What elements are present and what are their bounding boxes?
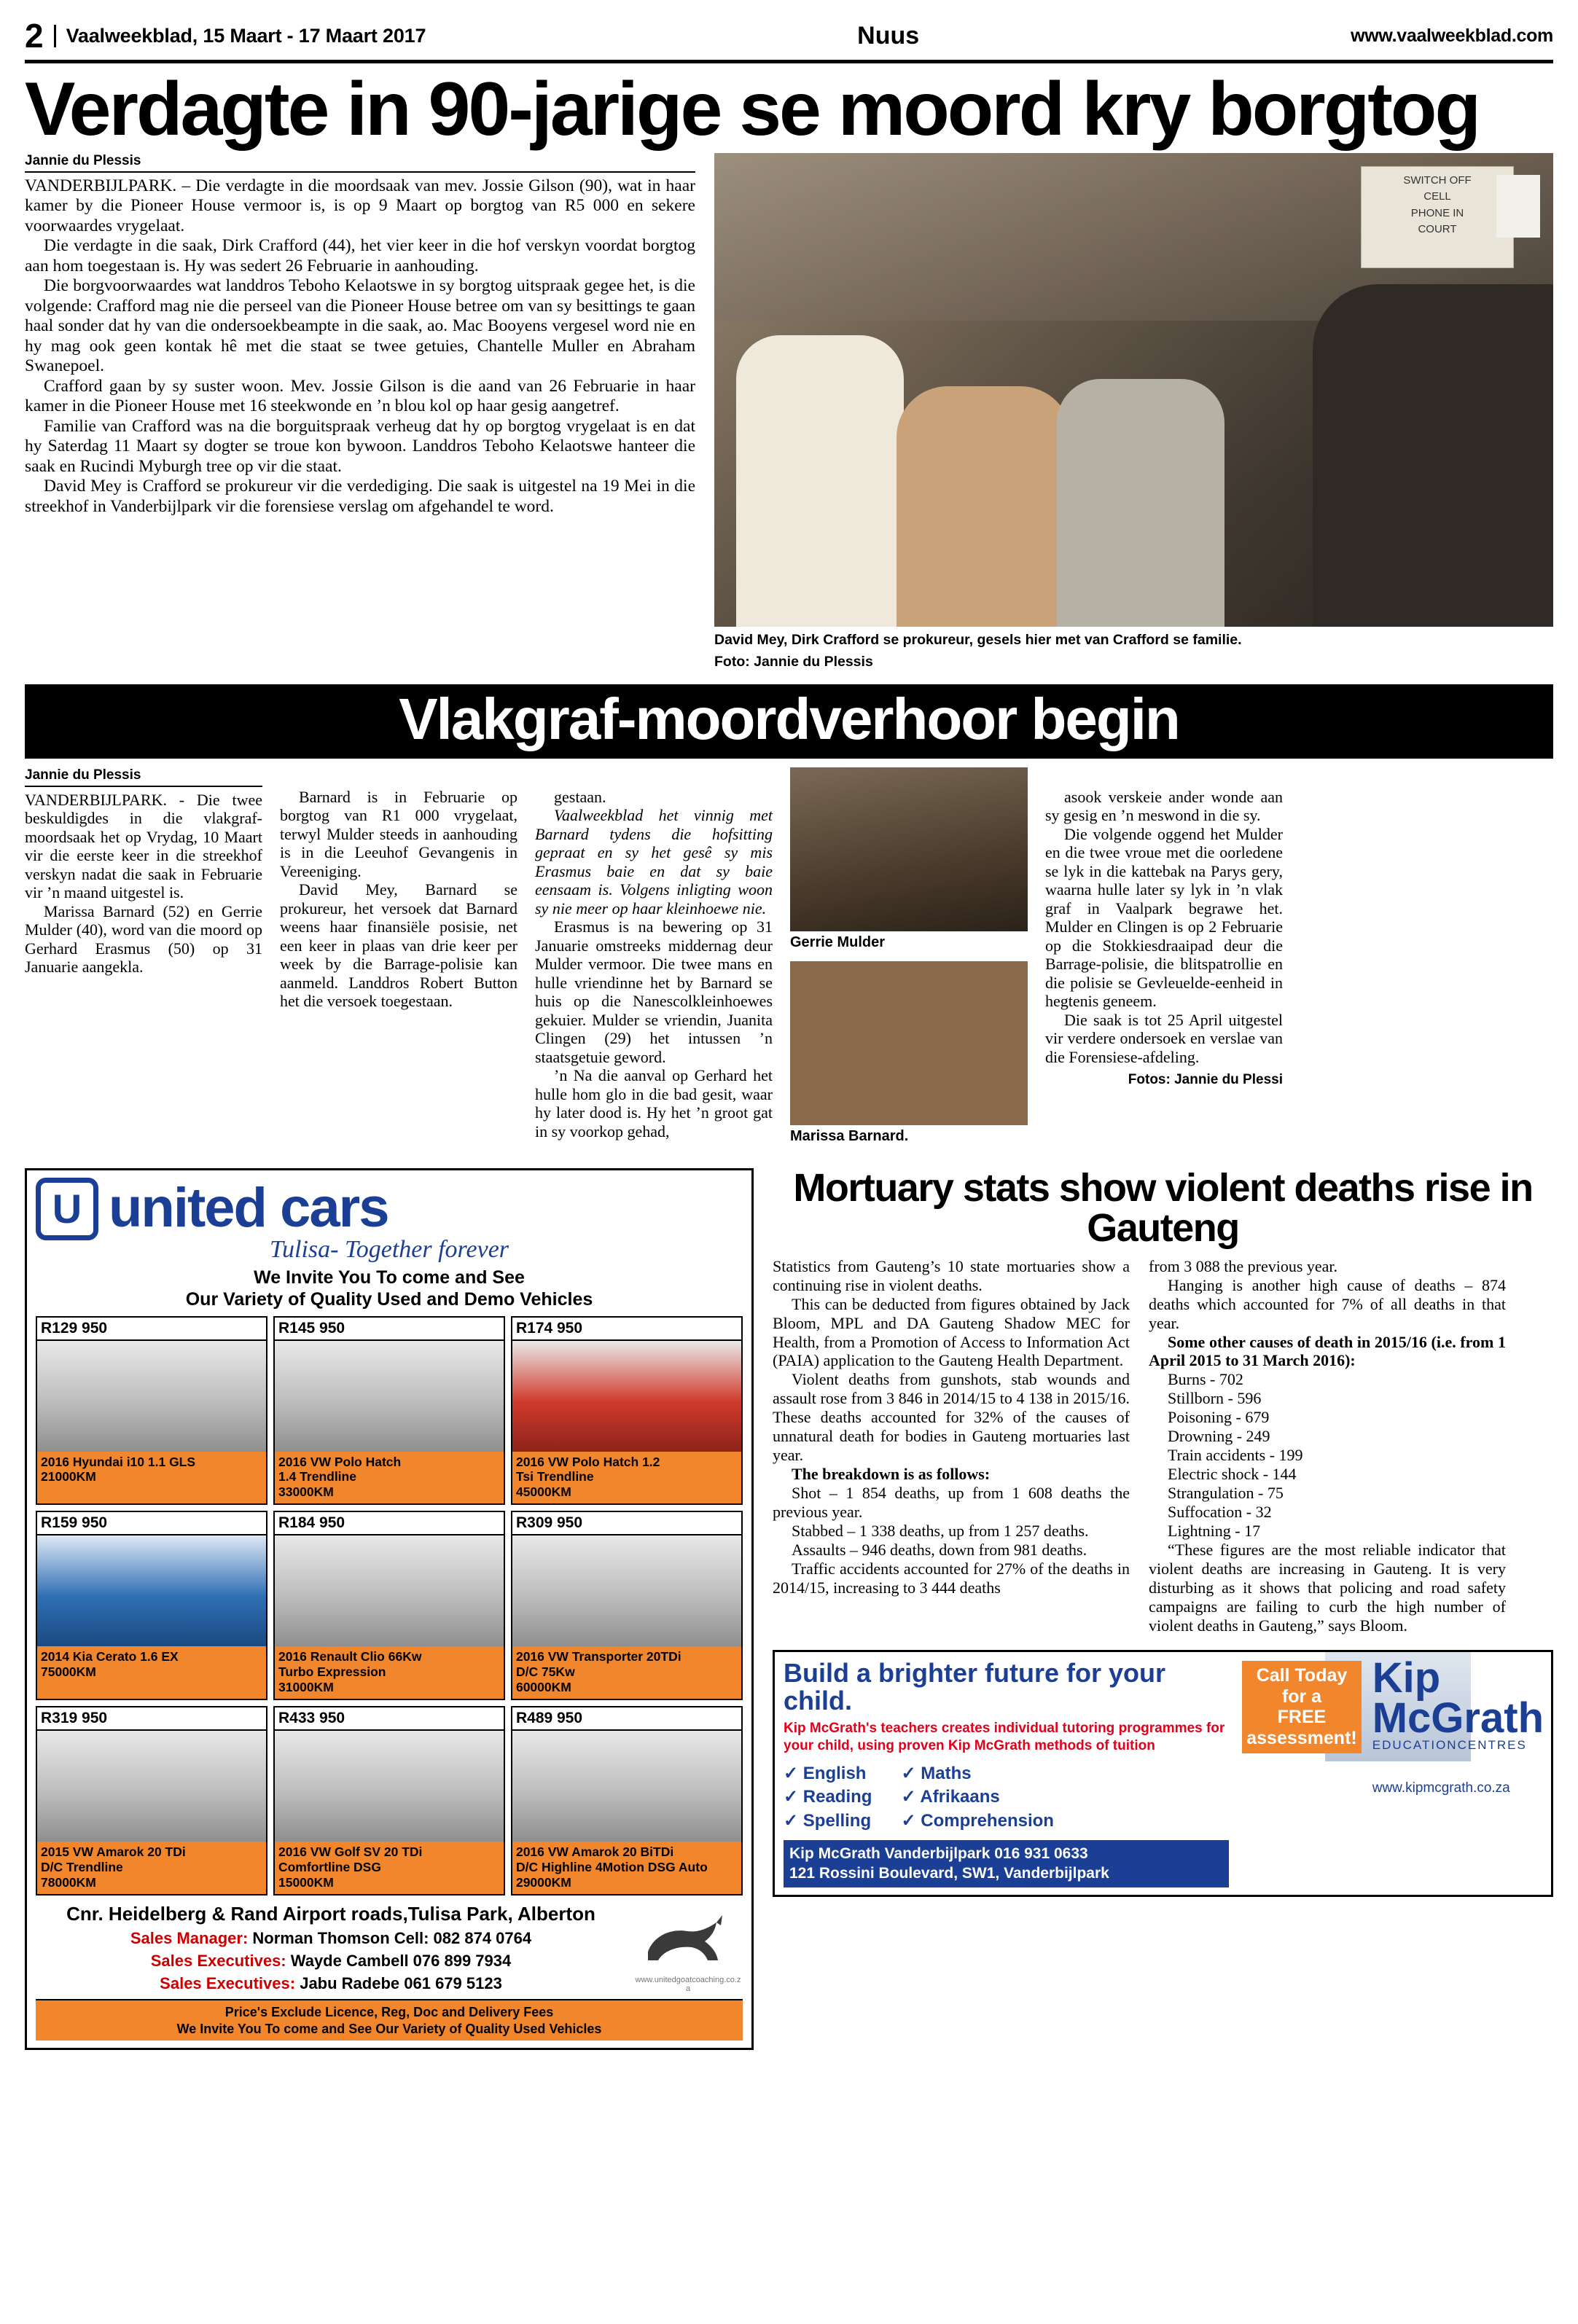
story2-col-3 [535, 767, 773, 1152]
paragraph: asook verskeie ander wonde aan sy gesig en ’n meswond in die sy. [1045, 787, 1283, 825]
contact-value: Norman Thomson Cell: 082 874 0764 [252, 1929, 532, 1948]
kip-phone-line: Kip McGrath Vanderbijlpark 016 931 0633 [789, 1845, 1088, 1863]
car-description: 2016 Renault Clio 66Kw Turbo Expression 31000KM [278, 1649, 422, 1694]
united-cars-contact-3 [36, 1974, 626, 1993]
paragraph: Marissa Barnard (52) en Gerrie Mulder (40), word van die moord op Gerhard Erasmus (50) op 31 Januarie aangekla. [25, 901, 262, 977]
story2-banner-headline: Vlakgraf-moordverhoor begin [25, 684, 1553, 759]
contact-label: Sales Executives: [160, 1974, 296, 1993]
car-description: 2014 Kia Cerato 1.6 EX 75000KM [41, 1649, 179, 1680]
cause-item: Stillborn - 596 [1168, 1389, 1262, 1408]
story1 [25, 153, 1553, 671]
kip-subject: ✓ Afrikaans [901, 1787, 1000, 1807]
car-photo [275, 1535, 504, 1646]
website-url: www.vaalweekblad.com [1351, 25, 1553, 46]
kip-subjects-right [901, 1762, 1053, 1833]
car-listing[interactable] [511, 1316, 743, 1506]
car-description: 2015 VW Amarok 20 TDi D/C Trendline 78000KM [41, 1844, 186, 1890]
story3-col-2 [1149, 1257, 1506, 1635]
car-price: R309 950 [512, 1512, 741, 1535]
paragraph: VANDERBIJLPARK. - Die twee beskuldigdes in die vlakgraf-moordsaak het op Vrydag, 10 Maart vir die eerste keer in die streekhof verskyn nadat die saak in Februarie vir ’n maand uitgestel is. [25, 790, 262, 902]
united-cars-header [36, 1178, 743, 1240]
paragraph: Die saak is tot 25 April uitgestel vir verdere ondersoek en verslae van die Forensiese-afdeling. [1045, 1010, 1283, 1066]
paragraph: Die verdagte in die saak, Dirk Crafford (44), het vier keer in die hof verskyn voordat borgtog aan hom toegestaan is. Hy was sedert 26 Februarie in aanhouding. [25, 236, 695, 275]
cause-item: Strangulation - 75 [1168, 1484, 1284, 1503]
story1-headline: Verdagte in 90-jarige se moord kry borgtog [25, 67, 1479, 152]
contact-value: Wayde Cambell 076 899 7934 [290, 1952, 512, 1971]
car-price: R319 950 [37, 1707, 266, 1731]
story2-photo-credit: Fotos: Jannie du Plessi [1128, 1072, 1283, 1088]
story1-photo [714, 153, 1553, 627]
kip-logo-sub: EDUCATIONCENTRES [1372, 1737, 1527, 1752]
cause-item: Electric shock - 144 [1168, 1465, 1297, 1484]
paragraph: from 3 088 the previous year. [1149, 1256, 1338, 1275]
car-listing[interactable] [511, 1706, 743, 1895]
story2-col-4 [790, 767, 1028, 1152]
kip-subject: ✓ Reading [784, 1787, 872, 1807]
stamp-url: www.unitedgoatcoaching.co.za [635, 1976, 741, 1994]
united-cars-name: united cars [109, 1177, 388, 1240]
car-price: R184 950 [275, 1512, 504, 1535]
publication-date: Vaalweekblad, 15 Maart - 17 Maart 2017 [54, 25, 426, 47]
kip-subject-lists [784, 1762, 1229, 1833]
car-price: R145 950 [275, 1318, 504, 1341]
footer-line-1: Price's Exclude Licence, Reg, Doc and Delivery Fees [224, 2005, 554, 2020]
cta-line: for a [1281, 1686, 1322, 1707]
story3-col-1 [773, 1257, 1130, 1635]
paragraph: Traffic accidents accounted for 27% of the deaths in 2014/15, increasing to 3 444 deaths [773, 1559, 1130, 1597]
sign-line: PHONE IN [1410, 206, 1464, 219]
cause-item: Suffocation - 32 [1168, 1503, 1272, 1522]
cause-item: Poisoning - 679 [1168, 1408, 1270, 1427]
car-description: 2016 VW Amarok 20 BiTDi D/C Highline 4Motion DSG Auto 29000KM [515, 1844, 708, 1890]
united-partner-stamp [633, 1908, 743, 1993]
paragraph: Erasmus is na bewering op 31 Januarie omstreeks middernag deur Mulder vermoor. Die twee mans en hulle vriendinne het by Barnard se huis op die Nanescolkleinhoewes gekuier. Mulder se vriendin, Juanita Clingen (29) het intussen ’n staatsgetuie geword. [535, 918, 773, 1066]
paragraph: ’n Na die aanval op Gerhard het hulle hom glo in die bad gesit, waar hy later dood is. Hy het ’n groot gat in sy voorkop gehad, [535, 1066, 773, 1141]
united-cars-footer [36, 1999, 743, 2041]
kip-subject: ✓ Maths [901, 1763, 972, 1783]
car-listing[interactable] [273, 1706, 505, 1895]
photo-person-3 [1057, 379, 1224, 627]
portrait-photo-mulder [790, 767, 1028, 931]
kip-contact-bar [784, 1840, 1229, 1887]
paragraph: Violent deaths from gunshots, stab wounds and assault rose from 3 846 in 2014/15 to 4 138 in 2015/16. These deaths accounted for 32% of the causes of unnatural death for bodies in Gauteng mortuaries last year. [773, 1370, 1130, 1465]
paragraph: gestaan. [554, 787, 606, 806]
story2-col-5 [1045, 767, 1283, 1152]
cause-item: Lightning - 17 [1168, 1522, 1261, 1541]
court-sign [1361, 166, 1514, 268]
paragraph: VANDERBIJLPARK. – Die verdagte in die moordsaak van mev. Jossie Gilson (90), wat in haar kamer by die Pioneer House vermoor is, is op 9 Maart op borgtog van R5 000 en sekere voorwaardes vrygelaat. [25, 176, 695, 235]
car-listing[interactable] [273, 1316, 505, 1506]
cta-line: Call Today [1256, 1664, 1348, 1686]
kip-subject: ✓ English [784, 1763, 867, 1783]
paragraph-bold: Some other causes of death in 2015/16 (i.e. from 1 April 2015 to 31 March 2016): [1149, 1332, 1506, 1370]
contact-value: Jabu Radebe 061 679 5123 [300, 1974, 502, 1993]
united-cars-invite-line1: We Invite You To come and See [254, 1267, 525, 1288]
car-photo [37, 1731, 266, 1842]
car-description: 2016 VW Transporter 20TDi D/C 75Kw 60000KM [515, 1649, 681, 1694]
sign-paper [1496, 175, 1540, 238]
paragraph: Hanging is another high cause of deaths – 874 deaths which accounted for 7% of all deaths in that year. [1149, 1275, 1506, 1332]
story1-text-column [25, 153, 695, 671]
united-cars-contact-1 [36, 1929, 626, 1948]
kip-logo-url: www.kipmcgrath.co.za [1372, 1780, 1510, 1796]
united-cars-tagline: Tulisa- Together forever [269, 1235, 509, 1263]
story2 [25, 767, 1553, 1152]
united-cars-invite-line2: Our Variety of Quality Used and Demo Vehicles [185, 1288, 593, 1310]
kip-address-line: 121 Rossini Boulevard, SW1, Vanderbijlpark [789, 1865, 1109, 1882]
paragraph: Statistics from Gauteng’s 10 state mortuaries show a continuing rise in violent deaths. [773, 1256, 1130, 1294]
photo-person-2 [897, 386, 1071, 627]
car-listing[interactable] [36, 1706, 267, 1895]
paragraph: Stabbed – 1 338 deaths, up from 1 257 deaths. [792, 1522, 1089, 1541]
paragraph: Die borgvoorwaardes wat landdros Teboho Kelaotswe in sy borgtog uitspraak gegee het, is die volgende: Crafford mag nie die perseel van die Pioneer House betree om van sy besittings te gaan haal sonder dat hy van die ondersoekbeampte in die saak, ao. Mac Booyens vergesel word nie en hy mag ook geen kontak hê met die staat se twee getuies, Chantelle Muller en Abraham Swanepoel. [25, 276, 695, 376]
story1-photo-credit: Foto: Jannie du Plessis [714, 654, 873, 670]
photo-person-4 [1313, 284, 1553, 627]
kip-subjects-left [784, 1762, 872, 1833]
kip-subject: ✓ Comprehension [901, 1810, 1054, 1831]
car-photo [37, 1341, 266, 1452]
portrait-caption-mulder: Gerrie Mulder [790, 934, 886, 950]
cause-item: Drowning - 249 [1168, 1427, 1270, 1446]
paragraph: Shot – 1 854 deaths, up from 1 608 deaths the previous year. [773, 1484, 1130, 1522]
publication-mention: Vaalweekblad het vinnig met Barnard tydens die hofsitting gepraat en sy het gesê sy mis Erasmus baie en dat sy baie eensaam is. Volgens inligting woon sy nie meer op haar kleinhoewe nie. [535, 806, 773, 918]
masthead [25, 19, 1553, 63]
paragraph: David Mey is Crafford se prokureur vir die verdediging. Die saak is uitgestel na 19 Mei in die streekhof in Vanderbijlpark vir die forensiese verslag om afgehandel te word. [25, 477, 695, 516]
kip-call-to-action[interactable] [1242, 1661, 1362, 1753]
paragraph: This can be deducted from figures obtained by Jack Bloom, MPL and DA Gauteng Shadow MEC for Health, from a Promotion of Access to Information Act (PAIA) application to the Gauteng Health Department. [773, 1294, 1130, 1370]
paragraph: “These figures are the most reliable indicator that violent deaths are increasing in Gauteng. It is very disturbing as it shows that policing and road safety campaigns are failing to curb the high number of violent deaths in Gauteng,” says Bloom. [1149, 1541, 1506, 1635]
paragraph [535, 806, 773, 918]
kip-subject: ✓ Spelling [784, 1810, 872, 1831]
united-cars-advert[interactable] [25, 1168, 754, 2051]
car-photo [37, 1535, 266, 1646]
car-listing[interactable] [511, 1511, 743, 1700]
paragraph: Familie van Crafford was na die borguitspraak verheug dat hy op borgtog vrygelaat is en dat hy Saterdag 11 Maart sy dogter se troue kon bywoon. Landdros Teboho Kelaotswe hanteer die saak en Rucindi Myburgh tree op vir die staat. [25, 416, 695, 476]
car-description: 2016 VW Golf SV 20 TDi Comfortline DSG 15000KM [278, 1844, 423, 1890]
united-cars-logo-icon: U [36, 1178, 98, 1240]
cta-line: FREE [1277, 1707, 1327, 1728]
kip-ad-visual [1238, 1652, 1551, 1895]
page-number: 2 [25, 17, 44, 55]
sign-line: CELL [1423, 190, 1451, 203]
car-description: 2016 Hyundai i10 1.1 GLS 21000KM [41, 1454, 196, 1484]
paragraph: Assaults – 946 deaths, down from 981 deaths. [792, 1541, 1087, 1559]
car-listing-grid [36, 1316, 743, 1896]
united-cars-address: Cnr. Heidelberg & Rand Airport roads,Tulisa Park, Alberton [66, 1903, 595, 1925]
paragraph-bold: The breakdown is as follows: [792, 1465, 991, 1484]
car-photo [512, 1535, 741, 1646]
car-listing[interactable] [36, 1316, 267, 1506]
car-description: 2016 VW Polo Hatch 1.4 Trendline 33000KM [278, 1454, 402, 1499]
story3 [773, 1257, 1553, 1635]
portrait-caption-barnard: Marissa Barnard. [790, 1127, 909, 1144]
car-listing[interactable] [36, 1511, 267, 1700]
car-description: 2016 VW Polo Hatch 1.2 Tsi Trendline 45000KM [515, 1454, 660, 1499]
cta-line: assessment! [1246, 1728, 1357, 1749]
kip-mcgrath-advert[interactable] [773, 1650, 1553, 1897]
paragraph: Die volgende oggend het Mulder en die twee vroue met die oorledene se lyk in die kattebak na Parys gery, waarna hulle later sy lyk in ’n vlak graf in Vaalpark begrawe het. Mulder en Clingen is op 2 Februarie op die Stokkiesdraaipad deur die Barrage-polisie, die blitspatrollie en die polisie se Gevleuelde-eenheid in hegtenis geneem. [1045, 824, 1283, 1011]
car-photo [275, 1341, 504, 1452]
cause-item: Burns - 702 [1168, 1370, 1243, 1389]
story1-photo-column [714, 153, 1553, 671]
kip-headline: Build a brighter future for your child. [784, 1657, 1166, 1715]
story1-byline: Jannie du Plessis [25, 153, 695, 173]
story2-col-1 [25, 767, 262, 1152]
footer-line-2: We Invite You To come and See Our Variety of Quality Used Vehicles [176, 2021, 602, 2036]
car-photo [512, 1341, 741, 1452]
paragraph: Barnard is in Februarie op borgtog van R1 000 vrygelaat, terwyl Mulder steeds in aanhouding is in die Leeuhof Gevangenis in Vereeniging. [280, 787, 517, 880]
car-price: R159 950 [37, 1512, 266, 1535]
contact-label: Sales Manager: [130, 1929, 249, 1948]
lower-section [25, 1165, 1553, 2051]
rhino-icon [641, 1908, 735, 1971]
story2-col-2 [280, 767, 517, 1152]
paragraph: Crafford gaan by sy suster woon. Mev. Jossie Gilson is die aand van 26 Februarie in haar kamer in die Pioneer House met 16 steekwonde en ’n blou kol op haar gesig aangetref. [25, 376, 695, 416]
car-price: R489 950 [512, 1707, 741, 1731]
paragraph: David Mey, Barnard se prokureur, het versoek dat Barnard weens haar finansiële posisie, net een keer in plaas van drie keer per week by die Barrage-polisie kan aanmeld. Landdros Robert Button het die versoek toegestaan. [280, 880, 517, 1011]
photo-person-1 [736, 335, 904, 627]
car-photo [512, 1731, 741, 1842]
contact-label: Sales Executives: [150, 1952, 286, 1971]
kip-ad-content [775, 1652, 1238, 1895]
kip-logo-line1: Kip [1372, 1654, 1441, 1702]
car-price: R129 950 [37, 1318, 266, 1341]
car-listing[interactable] [273, 1511, 505, 1700]
story1-photo-caption: David Mey, Dirk Crafford se prokureur, gesels hier met van Crafford se familie. [714, 631, 1242, 648]
sign-line: SWITCH OFF [1403, 173, 1472, 187]
story1-body [25, 176, 695, 517]
portrait-photo-barnard [790, 961, 1028, 1125]
story3-and-ad-column [773, 1165, 1553, 1897]
car-price: R433 950 [275, 1707, 504, 1731]
car-photo [275, 1731, 504, 1842]
cause-item: Train accidents - 199 [1168, 1446, 1303, 1465]
kip-logo [1372, 1654, 1544, 1796]
kip-subtext: Kip McGrath's teachers creates individual tutoring programmes for your child, using proven Kip McGrath methods of tuition [784, 1721, 1225, 1754]
sign-line: COURT [1418, 223, 1457, 236]
united-cars-contact-2 [36, 1952, 626, 1971]
kip-logo-line2: McGrath [1372, 1694, 1544, 1742]
story2-byline: Jannie du Plessis [25, 767, 262, 787]
car-price: R174 950 [512, 1318, 741, 1341]
section-title: Nuus [857, 21, 920, 50]
story3-headline: Mortuary stats show violent deaths rise in Gauteng [793, 1165, 1533, 1250]
